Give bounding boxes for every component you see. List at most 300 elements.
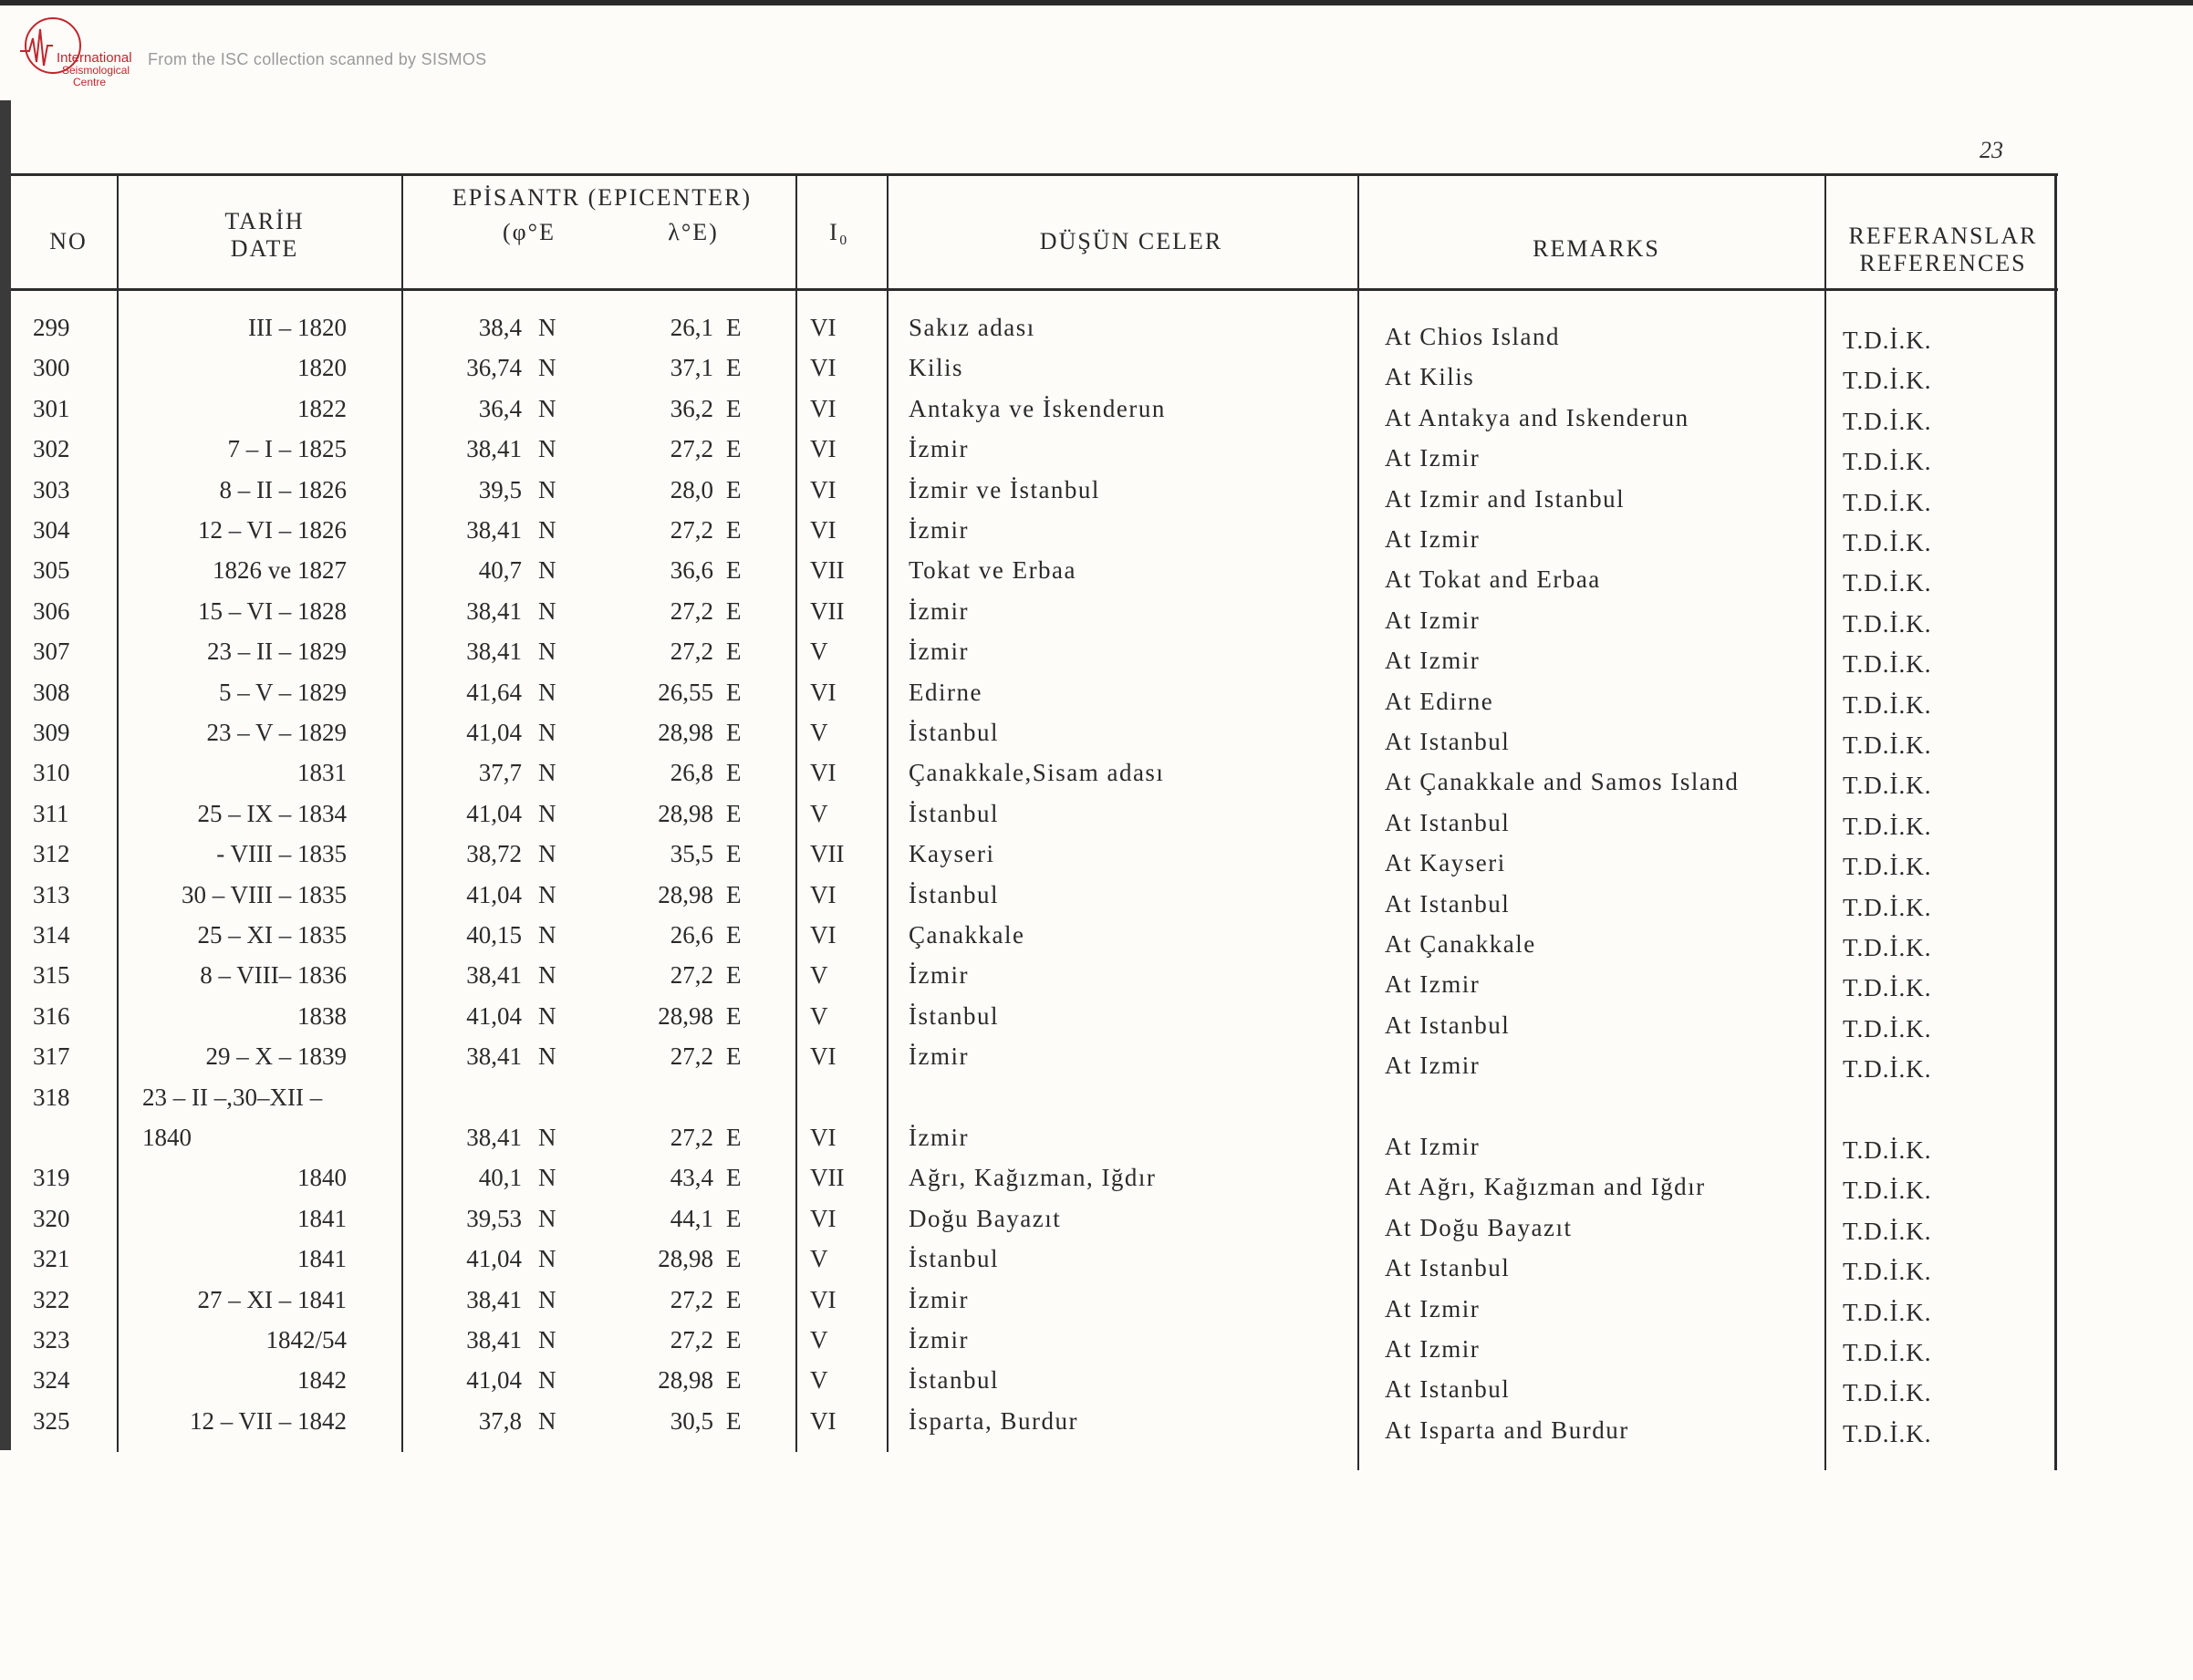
row-longitude: 27,2 bbox=[670, 516, 713, 544]
row-intensity: VI bbox=[810, 1042, 837, 1071]
row-location-tr: Kayseri bbox=[909, 840, 995, 868]
table-row bbox=[0, 433, 2193, 476]
table-row bbox=[0, 555, 2193, 595]
row-longitude-dir: E bbox=[726, 1406, 742, 1435]
row-date: 15 – VI – 1828 bbox=[197, 596, 347, 625]
row-longitude: 35,5 bbox=[670, 840, 713, 868]
table-row bbox=[0, 879, 2193, 919]
row-location-tr: Tokat ve Erbaa bbox=[909, 556, 1077, 585]
row-reference: T.D.İ.K. bbox=[1843, 1177, 1932, 1205]
row-longitude: 37,1 bbox=[670, 354, 713, 382]
row-remark: At Izmir bbox=[1385, 1133, 1481, 1160]
row-date: 30 – VIII – 1835 bbox=[182, 880, 347, 908]
row-longitude: 27,2 bbox=[670, 961, 713, 990]
row-no: 308 bbox=[33, 678, 70, 706]
row-reference: T.D.İ.K. bbox=[1843, 407, 1932, 435]
logo-line-2: Seismological bbox=[62, 64, 130, 77]
row-longitude-dir: E bbox=[726, 1366, 742, 1395]
row-no: 309 bbox=[33, 719, 70, 746]
header-epicenter-lon bbox=[639, 219, 748, 246]
row-intensity: VI bbox=[810, 759, 837, 787]
row-latitude-dir: N bbox=[538, 1245, 556, 1273]
table-row bbox=[0, 717, 2193, 757]
row-longitude-dir: E bbox=[726, 961, 742, 990]
row-latitude-dir: N bbox=[538, 719, 556, 746]
row-date: 23 – II – 1829 bbox=[207, 638, 347, 666]
row-remark: At Izmir and Istanbul bbox=[1385, 484, 1626, 513]
header-date-line1: TARİH bbox=[224, 208, 305, 234]
row-location-tr: İstanbul bbox=[909, 799, 999, 827]
row-intensity: VI bbox=[810, 1285, 837, 1313]
row-date: 27 – XI – 1841 bbox=[197, 1285, 347, 1313]
row-reference: T.D.İ.K. bbox=[1843, 367, 1932, 395]
row-intensity: V bbox=[810, 961, 828, 990]
row-remark: At Izmir bbox=[1385, 1335, 1481, 1363]
row-no: 316 bbox=[33, 1001, 70, 1030]
row-reference: T.D.İ.K. bbox=[1843, 569, 1932, 597]
row-date: 1822 bbox=[297, 394, 347, 422]
header-intensity bbox=[803, 219, 876, 246]
row-latitude-dir: N bbox=[538, 1406, 556, 1435]
row-no: 321 bbox=[33, 1245, 70, 1273]
row-latitude-dir: N bbox=[538, 880, 556, 908]
row-date: III – 1820 bbox=[248, 314, 347, 341]
row-location-tr: İstanbul bbox=[909, 1001, 999, 1030]
row-longitude: 27,2 bbox=[670, 1285, 713, 1313]
header-date-line2: DATE bbox=[230, 235, 299, 262]
row-reference: T.D.İ.K. bbox=[1843, 1014, 1932, 1042]
row-remark: At Chios Island bbox=[1385, 323, 1561, 350]
row-reference: T.D.İ.K. bbox=[1843, 934, 1932, 961]
row-remark: At Istanbul bbox=[1385, 1011, 1511, 1039]
row-date: 7 – I – 1825 bbox=[227, 435, 347, 463]
row-longitude: 26,8 bbox=[670, 759, 713, 787]
row-no: 301 bbox=[33, 394, 70, 422]
row-date: - VIII – 1835 bbox=[216, 840, 347, 868]
row-date: 12 – VI – 1826 bbox=[197, 516, 347, 544]
row-reference: T.D.İ.K. bbox=[1843, 1217, 1932, 1245]
row-intensity: V bbox=[810, 1001, 828, 1030]
row-longitude-dir: E bbox=[726, 556, 742, 585]
row-remark: At Isparta and Burdur bbox=[1385, 1416, 1629, 1444]
row-reference: T.D.İ.K. bbox=[1843, 609, 1932, 638]
row-longitude-dir: E bbox=[726, 759, 742, 787]
row-latitude-dir: N bbox=[538, 961, 556, 990]
table-row bbox=[0, 1324, 2193, 1364]
row-no: 311 bbox=[33, 799, 69, 827]
row-longitude: 36,6 bbox=[670, 556, 713, 585]
row-location-tr: İzmir bbox=[909, 1042, 969, 1071]
row-no: 324 bbox=[33, 1366, 70, 1395]
row-no: 313 bbox=[33, 880, 70, 908]
row-longitude: 30,5 bbox=[670, 1406, 713, 1435]
row-location-tr: İstanbul bbox=[909, 1366, 999, 1395]
row-intensity: VI bbox=[810, 314, 837, 341]
row-latitude-dir: N bbox=[538, 354, 556, 382]
row-latitude: 41,04 bbox=[466, 1245, 522, 1273]
row-no: 317 bbox=[33, 1042, 70, 1071]
row-remark: At Çanakkale bbox=[1385, 930, 1536, 958]
row-intensity: VII bbox=[810, 840, 845, 868]
row-longitude: 43,4 bbox=[670, 1164, 713, 1192]
row-longitude-dir: E bbox=[726, 1001, 742, 1030]
table-row bbox=[0, 757, 2193, 800]
row-reference: T.D.İ.K. bbox=[1843, 1136, 1932, 1164]
row-latitude-dir: N bbox=[538, 759, 556, 787]
row-date: 1841 bbox=[297, 1204, 347, 1232]
header-remarks-label: REMARKS bbox=[1533, 235, 1660, 262]
table-row bbox=[0, 312, 2193, 352]
row-intensity: VI bbox=[810, 516, 837, 544]
row-remark: At Izmir bbox=[1385, 970, 1481, 999]
row-location-tr: Doğu Bayazıt bbox=[909, 1204, 1062, 1232]
row-latitude-dir: N bbox=[538, 1042, 556, 1071]
row-latitude-dir: N bbox=[538, 799, 556, 827]
row-longitude: 27,2 bbox=[670, 1124, 713, 1151]
row-longitude-dir: E bbox=[726, 1124, 742, 1151]
row-latitude: 38,41 bbox=[466, 516, 522, 544]
row-date: 8 – II – 1826 bbox=[219, 475, 347, 503]
row-intensity: VI bbox=[810, 921, 837, 949]
row-date: 5 – V – 1829 bbox=[218, 678, 347, 706]
row-longitude-dir: E bbox=[726, 678, 742, 706]
table-row bbox=[0, 1122, 2193, 1162]
row-location-tr: İzmir bbox=[909, 1124, 969, 1151]
row-longitude: 28,98 bbox=[658, 880, 713, 908]
row-intensity: VI bbox=[810, 1124, 837, 1151]
row-latitude-dir: N bbox=[538, 314, 556, 341]
header-epicenter-lat bbox=[474, 219, 584, 246]
table-row bbox=[0, 959, 2193, 1000]
row-latitude: 39,5 bbox=[478, 475, 522, 503]
row-latitude: 38,41 bbox=[466, 1285, 522, 1313]
isc-logo bbox=[16, 11, 144, 97]
row-latitude-dir: N bbox=[538, 475, 556, 503]
row-intensity: VI bbox=[810, 354, 837, 382]
row-no: 305 bbox=[33, 556, 70, 585]
row-remark: At Kilis bbox=[1385, 363, 1475, 391]
row-latitude-dir: N bbox=[538, 638, 556, 666]
row-latitude: 41,64 bbox=[466, 678, 522, 706]
row-latitude: 41,04 bbox=[466, 719, 522, 746]
row-intensity: V bbox=[810, 799, 828, 827]
row-reference: T.D.İ.K. bbox=[1843, 1055, 1932, 1084]
row-longitude-dir: E bbox=[726, 1164, 742, 1192]
row-date: 1820 bbox=[297, 354, 347, 382]
row-longitude: 26,1 bbox=[670, 314, 713, 341]
logo-line-3: Centre bbox=[73, 76, 107, 88]
row-location-tr: İzmir bbox=[909, 1285, 969, 1313]
table-row bbox=[0, 393, 2193, 433]
row-longitude: 27,2 bbox=[670, 435, 713, 463]
header-names bbox=[967, 228, 1295, 255]
row-date: 1840 bbox=[297, 1164, 347, 1192]
row-reference: T.D.İ.K. bbox=[1843, 529, 1932, 556]
row-latitude: 38,4 bbox=[478, 314, 522, 341]
row-remark: At Izmir bbox=[1385, 1294, 1481, 1322]
header-epicenter-lat-label: (φ°E bbox=[503, 219, 556, 245]
row-date: 1840 bbox=[142, 1124, 192, 1151]
row-latitude-dir: N bbox=[538, 1285, 556, 1313]
row-intensity: VII bbox=[810, 1164, 845, 1192]
header-names-label: DÜŞÜN CELER bbox=[1039, 228, 1223, 254]
row-latitude: 38,41 bbox=[466, 596, 522, 625]
row-location-tr: İzmir bbox=[909, 638, 969, 666]
row-reference: T.D.İ.K. bbox=[1843, 1379, 1932, 1407]
row-longitude-dir: E bbox=[726, 1245, 742, 1273]
row-latitude: 37,8 bbox=[478, 1406, 522, 1435]
row-location-tr: İsparta, Burdur bbox=[909, 1406, 1078, 1435]
logo-line-1: International bbox=[57, 50, 132, 66]
row-latitude: 40,15 bbox=[466, 921, 522, 949]
row-longitude: 28,98 bbox=[658, 1001, 713, 1030]
row-remark: At Izmir bbox=[1385, 444, 1481, 472]
table-row bbox=[0, 352, 2193, 395]
row-reference: T.D.İ.K. bbox=[1843, 1419, 1932, 1447]
row-latitude-dir: N bbox=[538, 516, 556, 544]
row-remark: At Kayseri bbox=[1385, 849, 1506, 877]
row-intensity: V bbox=[810, 1326, 828, 1353]
row-latitude-dir: N bbox=[538, 1124, 556, 1151]
row-reference: T.D.İ.K. bbox=[1843, 1258, 1932, 1286]
row-longitude: 36,2 bbox=[670, 394, 713, 422]
row-no: 322 bbox=[33, 1285, 70, 1313]
row-longitude: 28,98 bbox=[658, 1245, 713, 1273]
header-no bbox=[27, 228, 109, 255]
row-longitude-dir: E bbox=[726, 719, 742, 746]
header-bottom-rule bbox=[11, 288, 2058, 291]
row-longitude-dir: E bbox=[726, 596, 742, 625]
table-row bbox=[0, 1001, 2193, 1041]
row-longitude-dir: E bbox=[726, 475, 742, 503]
row-reference: T.D.İ.K. bbox=[1843, 690, 1932, 719]
header-intensity-label: I₀ bbox=[829, 219, 849, 245]
row-intensity: VI bbox=[810, 880, 837, 908]
row-latitude: 38,41 bbox=[466, 435, 522, 463]
row-latitude-dir: N bbox=[538, 1204, 556, 1232]
row-location-tr: Çanakkale,Sisam adası bbox=[909, 759, 1165, 787]
row-longitude-dir: E bbox=[726, 840, 742, 868]
row-latitude: 38,72 bbox=[466, 840, 522, 868]
row-latitude-dir: N bbox=[538, 1001, 556, 1030]
header-references bbox=[1834, 223, 2053, 277]
row-location-tr: Çanakkale bbox=[909, 921, 1025, 949]
table-row bbox=[0, 1243, 2193, 1286]
row-location-tr: İzmir bbox=[909, 961, 969, 990]
row-no: 299 bbox=[33, 314, 70, 341]
row-latitude: 36,74 bbox=[466, 354, 522, 382]
row-reference: T.D.İ.K. bbox=[1843, 448, 1932, 476]
row-latitude: 38,41 bbox=[466, 1042, 522, 1071]
row-latitude-dir: N bbox=[538, 921, 556, 949]
row-latitude-dir: N bbox=[538, 596, 556, 625]
row-longitude-dir: E bbox=[726, 516, 742, 544]
row-date: 25 – XI – 1835 bbox=[197, 921, 347, 949]
row-longitude: 26,6 bbox=[670, 921, 713, 949]
row-remark: At Çanakkale and Samos Island bbox=[1385, 768, 1740, 796]
row-intensity: V bbox=[810, 719, 828, 746]
table-row bbox=[0, 1284, 2193, 1324]
row-longitude: 28,98 bbox=[658, 799, 713, 827]
row-remark: At Antakya and Iskenderun bbox=[1385, 403, 1689, 431]
row-date: 1831 bbox=[297, 759, 347, 787]
row-latitude: 41,04 bbox=[466, 1366, 522, 1395]
row-location-tr: İzmir bbox=[909, 596, 969, 625]
row-remark: At Ağrı, Kağızman and Iğdır bbox=[1385, 1173, 1706, 1201]
row-latitude: 36,4 bbox=[478, 394, 522, 422]
row-reference: T.D.İ.K. bbox=[1843, 772, 1932, 800]
row-longitude: 44,1 bbox=[670, 1204, 713, 1232]
row-latitude: 38,41 bbox=[466, 1326, 522, 1353]
row-remark: At Istanbul bbox=[1385, 808, 1511, 836]
row-no: 325 bbox=[33, 1406, 70, 1435]
row-remark: At Izmir bbox=[1385, 606, 1481, 634]
row-date: 23 – V – 1829 bbox=[206, 719, 347, 746]
scan-credit: From the ISC collection scanned by SISMOS bbox=[148, 50, 487, 68]
row-reference: T.D.İ.K. bbox=[1843, 327, 1932, 354]
table-row bbox=[0, 838, 2193, 881]
row-latitude-dir: N bbox=[538, 556, 556, 585]
row-latitude: 39,53 bbox=[466, 1204, 522, 1232]
row-remark: At Edirne bbox=[1385, 687, 1494, 715]
header-epicenter bbox=[429, 184, 775, 212]
row-remark: At Doğu Bayazıt bbox=[1385, 1213, 1573, 1241]
row-intensity: VI bbox=[810, 475, 837, 503]
row-date: 12 – VII – 1842 bbox=[190, 1406, 347, 1435]
row-date: 1842/54 bbox=[265, 1326, 347, 1353]
row-location-tr: İzmir bbox=[909, 516, 969, 544]
row-date: 8 – VIII– 1836 bbox=[200, 961, 347, 990]
row-longitude-dir: E bbox=[726, 394, 742, 422]
row-longitude: 28,98 bbox=[658, 1366, 713, 1395]
row-location-tr: Kilis bbox=[909, 354, 964, 382]
row-no: 310 bbox=[33, 759, 70, 787]
row-no: 319 bbox=[33, 1164, 70, 1192]
row-intensity: VI bbox=[810, 394, 837, 422]
row-intensity: V bbox=[810, 1366, 828, 1395]
table-row bbox=[0, 1405, 2193, 1446]
row-remark: At Tokat and Erbaa bbox=[1385, 565, 1601, 594]
row-intensity: VI bbox=[810, 1204, 837, 1232]
table-row bbox=[0, 1203, 2193, 1243]
row-longitude: 27,2 bbox=[670, 596, 713, 625]
row-remark: At Istanbul bbox=[1385, 889, 1511, 918]
row-date: 1838 bbox=[297, 1001, 347, 1030]
row-location-tr: Antakya ve İskenderun bbox=[909, 394, 1166, 422]
row-longitude-dir: E bbox=[726, 638, 742, 666]
header-date bbox=[201, 208, 328, 263]
row-reference: T.D.İ.K. bbox=[1843, 812, 1932, 840]
row-reference: T.D.İ.K. bbox=[1843, 731, 1932, 759]
row-remark: At Istanbul bbox=[1385, 1375, 1511, 1404]
table-row bbox=[0, 1041, 2193, 1084]
logo-text bbox=[57, 51, 132, 88]
row-remark: At Istanbul bbox=[1385, 728, 1511, 755]
row-longitude: 27,2 bbox=[670, 638, 713, 666]
row-no: 312 bbox=[33, 840, 70, 868]
row-no: 318 bbox=[33, 1083, 70, 1111]
row-longitude-dir: E bbox=[726, 314, 742, 341]
row-latitude: 41,04 bbox=[466, 799, 522, 827]
row-no: 306 bbox=[33, 596, 70, 625]
row-no: 314 bbox=[33, 921, 70, 949]
row-longitude: 27,2 bbox=[670, 1326, 713, 1353]
row-latitude-dir: N bbox=[538, 1366, 556, 1395]
row-remark: At Istanbul bbox=[1385, 1254, 1511, 1282]
row-location-tr: İstanbul bbox=[909, 1245, 999, 1273]
table-row bbox=[0, 1364, 2193, 1405]
row-reference: T.D.İ.K. bbox=[1843, 1298, 1932, 1326]
row-latitude-dir: N bbox=[538, 1326, 556, 1353]
row-latitude: 40,1 bbox=[478, 1164, 522, 1192]
row-longitude: 28,0 bbox=[670, 475, 713, 503]
row-location-tr: İzmir ve İstanbul bbox=[909, 475, 1100, 503]
row-longitude-dir: E bbox=[726, 1285, 742, 1313]
row-intensity: VII bbox=[810, 556, 845, 585]
row-latitude-dir: N bbox=[538, 1164, 556, 1192]
row-location-tr: İzmir bbox=[909, 1326, 969, 1353]
row-location-tr: İstanbul bbox=[909, 880, 999, 908]
row-remark: At Izmir bbox=[1385, 1052, 1481, 1080]
table-row bbox=[0, 919, 2193, 959]
row-intensity: VII bbox=[810, 596, 845, 625]
row-reference: T.D.İ.K. bbox=[1843, 488, 1932, 516]
row-no: 303 bbox=[33, 475, 70, 503]
row-longitude: 28,98 bbox=[658, 719, 713, 746]
table-row bbox=[0, 677, 2193, 717]
row-intensity: VI bbox=[810, 435, 837, 463]
table-row bbox=[0, 798, 2193, 838]
row-latitude: 41,04 bbox=[466, 1001, 522, 1030]
row-longitude-dir: E bbox=[726, 354, 742, 382]
row-reference: T.D.İ.K. bbox=[1843, 893, 1932, 921]
row-location-tr: Edirne bbox=[909, 678, 982, 706]
header-references-line2: REFERENCES bbox=[1859, 250, 2027, 276]
row-no: 323 bbox=[33, 1326, 70, 1353]
table-row bbox=[0, 636, 2193, 679]
row-no: 302 bbox=[33, 435, 70, 463]
row-longitude-dir: E bbox=[726, 1326, 742, 1353]
table-row bbox=[0, 1082, 2193, 1122]
row-location-tr: Sakız adası bbox=[909, 314, 1035, 341]
row-latitude-dir: N bbox=[538, 394, 556, 422]
row-latitude: 38,41 bbox=[466, 638, 522, 666]
row-latitude-dir: N bbox=[538, 840, 556, 868]
row-location-tr: İstanbul bbox=[909, 719, 999, 746]
row-longitude-dir: E bbox=[726, 1204, 742, 1232]
row-intensity: V bbox=[810, 638, 828, 666]
row-intensity: VI bbox=[810, 1406, 837, 1435]
row-location-tr: İzmir bbox=[909, 435, 969, 463]
row-longitude-dir: E bbox=[726, 799, 742, 827]
header-epicenter-line1: EPİSANTR (EPICENTER) bbox=[452, 184, 753, 211]
table-row bbox=[0, 474, 2193, 514]
table-row bbox=[0, 1162, 2193, 1205]
row-longitude-dir: E bbox=[726, 1042, 742, 1071]
table-row bbox=[0, 514, 2193, 555]
header-remarks bbox=[1460, 235, 1733, 263]
header-no-label: NO bbox=[49, 228, 88, 254]
row-longitude-dir: E bbox=[726, 435, 742, 463]
row-latitude-dir: N bbox=[538, 678, 556, 706]
row-remark: At Izmir bbox=[1385, 647, 1481, 675]
row-latitude: 38,41 bbox=[466, 1124, 522, 1151]
row-no: 315 bbox=[33, 961, 70, 990]
row-reference: T.D.İ.K. bbox=[1843, 1339, 1932, 1366]
row-longitude: 27,2 bbox=[670, 1042, 713, 1071]
header-references-line1: REFERANSLAR bbox=[1848, 223, 2038, 249]
page-number: 23 bbox=[1980, 137, 2003, 163]
